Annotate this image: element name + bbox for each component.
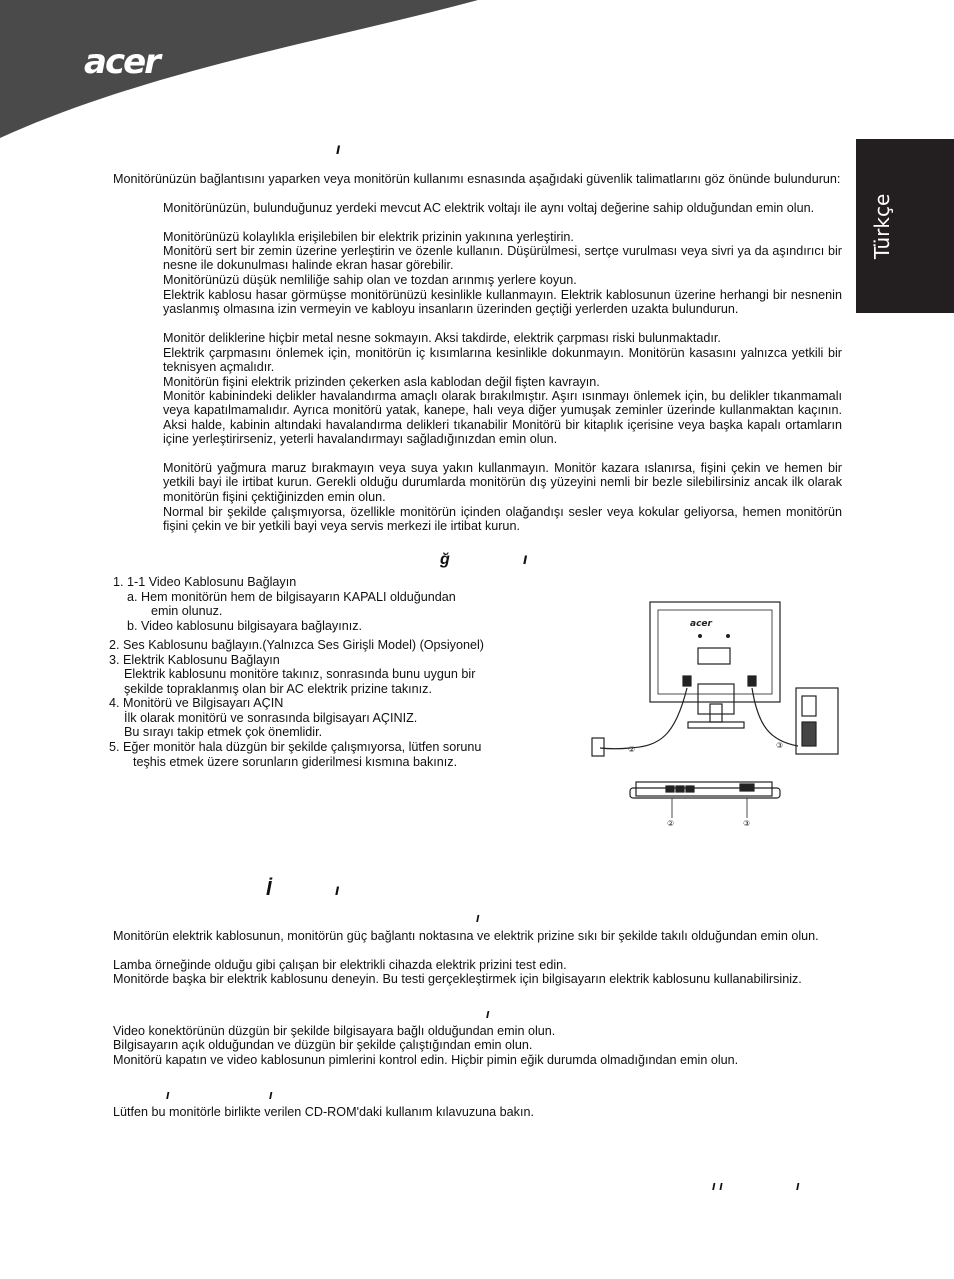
safety-item: Monitörü yağmura maruz bırakmayın veya suya yakın kullanmayın. Monitör kazara ıslanırsa, fişini çekin ve hemen bir yetkili bayi ile irtibat kurun. Gerekli olduğu durumlarda monitörün dış yüzeyini nemli bir bezle silebilirsiniz ancak ilk olarak monitörün fişini çektiğinizden emin olun. — [163, 461, 842, 504]
connect-heading-fragment: ı — [523, 551, 528, 568]
trouble-item: Monitörde başka bir elektrik kablosunu deneyin. Bu testi gerçekleştirmek için bilgisayarın elektrik kablosunu kullanabilirsiniz. — [113, 972, 802, 986]
step-line: Elektrik kablosunu monitöre takınız, sonrasında bunu uygun bir — [124, 667, 476, 681]
connect-heading-fragment: ğ — [440, 551, 450, 568]
safety-item: Monitörünüzün, bulunduğunuz yerdeki mevcut AC elektrik voltajı ile aynı voltaj değerine sahip olduğundan emin olun. — [163, 201, 815, 215]
trouble-sub-fragment: ı — [269, 1087, 273, 1102]
trouble-sub-fragment: ı — [166, 1087, 170, 1102]
step-line: emin olunuz. — [151, 604, 223, 618]
trouble-sub-fragment: ı — [486, 1006, 490, 1021]
callout-label: ② — [667, 819, 675, 828]
safety-item: Elektrik çarpmasını önlemek için, monitörün iç kısımlarına kesinlikle dokunmayın. Monitörün kasasını yalnızca yetkili bir teknisyen açmalıdır. — [163, 346, 842, 375]
step-line: b. Video kablosunu bilgisayara bağlayınız. — [127, 619, 363, 633]
footer-fragment: ı — [796, 1178, 800, 1193]
safety-title-fragment: ı — [336, 141, 341, 158]
step-line: teşhis etmek üzere sorunların giderilmesi kısmına bakınız. — [133, 755, 458, 769]
trouble-item: Monitörü kapatın ve video kablosunun pimlerini kontrol edin. Hiçbir pimin eğik durumda olmadığından emin olun. — [113, 1053, 739, 1067]
step-line: a. Hem monitörün hem de bilgisayarın KAPALI olduğundan — [127, 590, 456, 604]
trouble-item: Lamba örneğinde olduğu gibi çalışan bir elektrikli cihazda elektrik prizini test edin. — [113, 958, 567, 972]
safety-item: Monitörü sert bir zemin üzerine yerleştirin ve özenle kullanın. Düşürülmesi, sertçe vurulması veya sivri ya da aşındırıcı bir nesne ile dokunulması halinde ekran hasar görebilir. — [163, 244, 842, 273]
step-line: 4. Monitörü ve Bilgisayarı AÇIN — [109, 696, 284, 710]
safety-item: Normal bir şekilde çalışmıyorsa, özellikle monitörün içinden olağandışı sesler veya kokular geliyorsa, hemen monitörün fişini çekin ve bir yetkili bayi veya servis merkezi ile irtibat kurun. — [163, 505, 842, 534]
callout-label: ② — [628, 745, 636, 754]
connection-diagram — [580, 596, 845, 831]
safety-intro: Monitörünüzün bağlantısını yaparken veya monitörün kullanımı esnasında aşağıdaki güvenlik talimatlarını göz önünde bulundurun: — [113, 172, 841, 186]
step-line: Bu sırayı takip etmek çok önemlidir. — [124, 725, 323, 739]
callout-label: ③ — [743, 819, 751, 828]
safety-item: Monitör deliklerine hiçbir metal nesne sokmayın. Aksi takdirde, elektrik çarpması riski bulunmaktadır. — [163, 331, 721, 345]
trouble-sub-fragment: ı — [476, 910, 480, 925]
step-line: şekilde topraklanmış olan bir AC elektrik prizine takınız. — [124, 682, 432, 696]
trouble-item: Monitörün elektrik kablosunun, monitörün güç bağlantı noktasına ve elektrik prizine sıkı bir şekilde takılı olduğundan emin olun. — [113, 929, 819, 943]
language-tab — [856, 139, 954, 313]
trouble-item: Lütfen bu monitörle birlikte verilen CD-ROM'daki kullanım kılavuzuna bakın. — [113, 1105, 534, 1119]
safety-item: Monitörün fişini elektrik prizinden çekerken asla kablodan değil fişten kavrayın. — [163, 375, 600, 389]
step-line: 1. 1-1 Video Kablosunu Bağlayın — [113, 575, 297, 589]
step-line: 5. Eğer monitör hala düzgün bir şekilde çalışmıyorsa, lütfen sorunu — [109, 740, 482, 754]
safety-item: Monitörünüzü düşük nemliliğe sahip olan ve tozdan arınmış yerlere koyun. — [163, 273, 577, 287]
safety-item: Monitör kabinindeki delikler havalandırma amaçlı olarak bırakılmıştır. Aşırı ısınmayı önlemek için, bu delikler tıkanmamalı veya kapatılmamalıdır. Ayrıca monitörü yatak, kanepe, halı veya diğer yumuşak zeminler üzerinde kullanmaktan kaçının. Aksi halde, kabinin altındaki havalandırma delikleri tıkanabilir Monitörü bir kitaplık içerisine veya başka kapalı ortamların içine yerleştirirseniz, yeterli havalandırmayı sağladığınızdan emin olun. — [163, 389, 842, 447]
trouble-heading-fragment: İ — [266, 878, 272, 900]
trouble-item: Video konektörünün düzgün bir şekilde bilgisayara bağlı olduğundan emin olun. — [113, 1024, 556, 1038]
header-swoosh — [0, 0, 478, 138]
trouble-heading-fragment: ı — [335, 882, 340, 899]
safety-item: Monitörünüzü kolaylıkla erişilebilen bir elektrik prizinin yakınına yerleştirin. — [163, 230, 574, 244]
acer-logo: acer — [84, 42, 159, 82]
language-tab-label: Türkçe — [870, 193, 894, 259]
trouble-item: Bilgisayarın açık olduğundan ve düzgün bir şekilde çalıştığından emin olun. — [113, 1038, 533, 1052]
step-line: İlk olarak monitörü ve sonrasında bilgisayarı AÇINIZ. — [124, 711, 418, 725]
step-line: 2. Ses Kablosunu bağlayın.(Yalnızca Ses Girişli Model) (Opsiyonel) — [109, 638, 484, 652]
footer-fragment: ı ı — [712, 1178, 723, 1193]
step-line: 3. Elektrik Kablosunu Bağlayın — [109, 653, 280, 667]
safety-item: Elektrik kablosu hasar görmüşse monitörünüzü kesinlikle kullanmayın. Elektrik kablosunun üzerine herhangi bir nesnenin yaslanmış olmasına izin vermeyin ve kabloyu insanların üzerinden geçtiği yerlerden uzakta bulundurun. — [163, 288, 842, 317]
diagram-monitor-logo: acer — [690, 619, 712, 629]
callout-label: ③ — [776, 741, 784, 750]
